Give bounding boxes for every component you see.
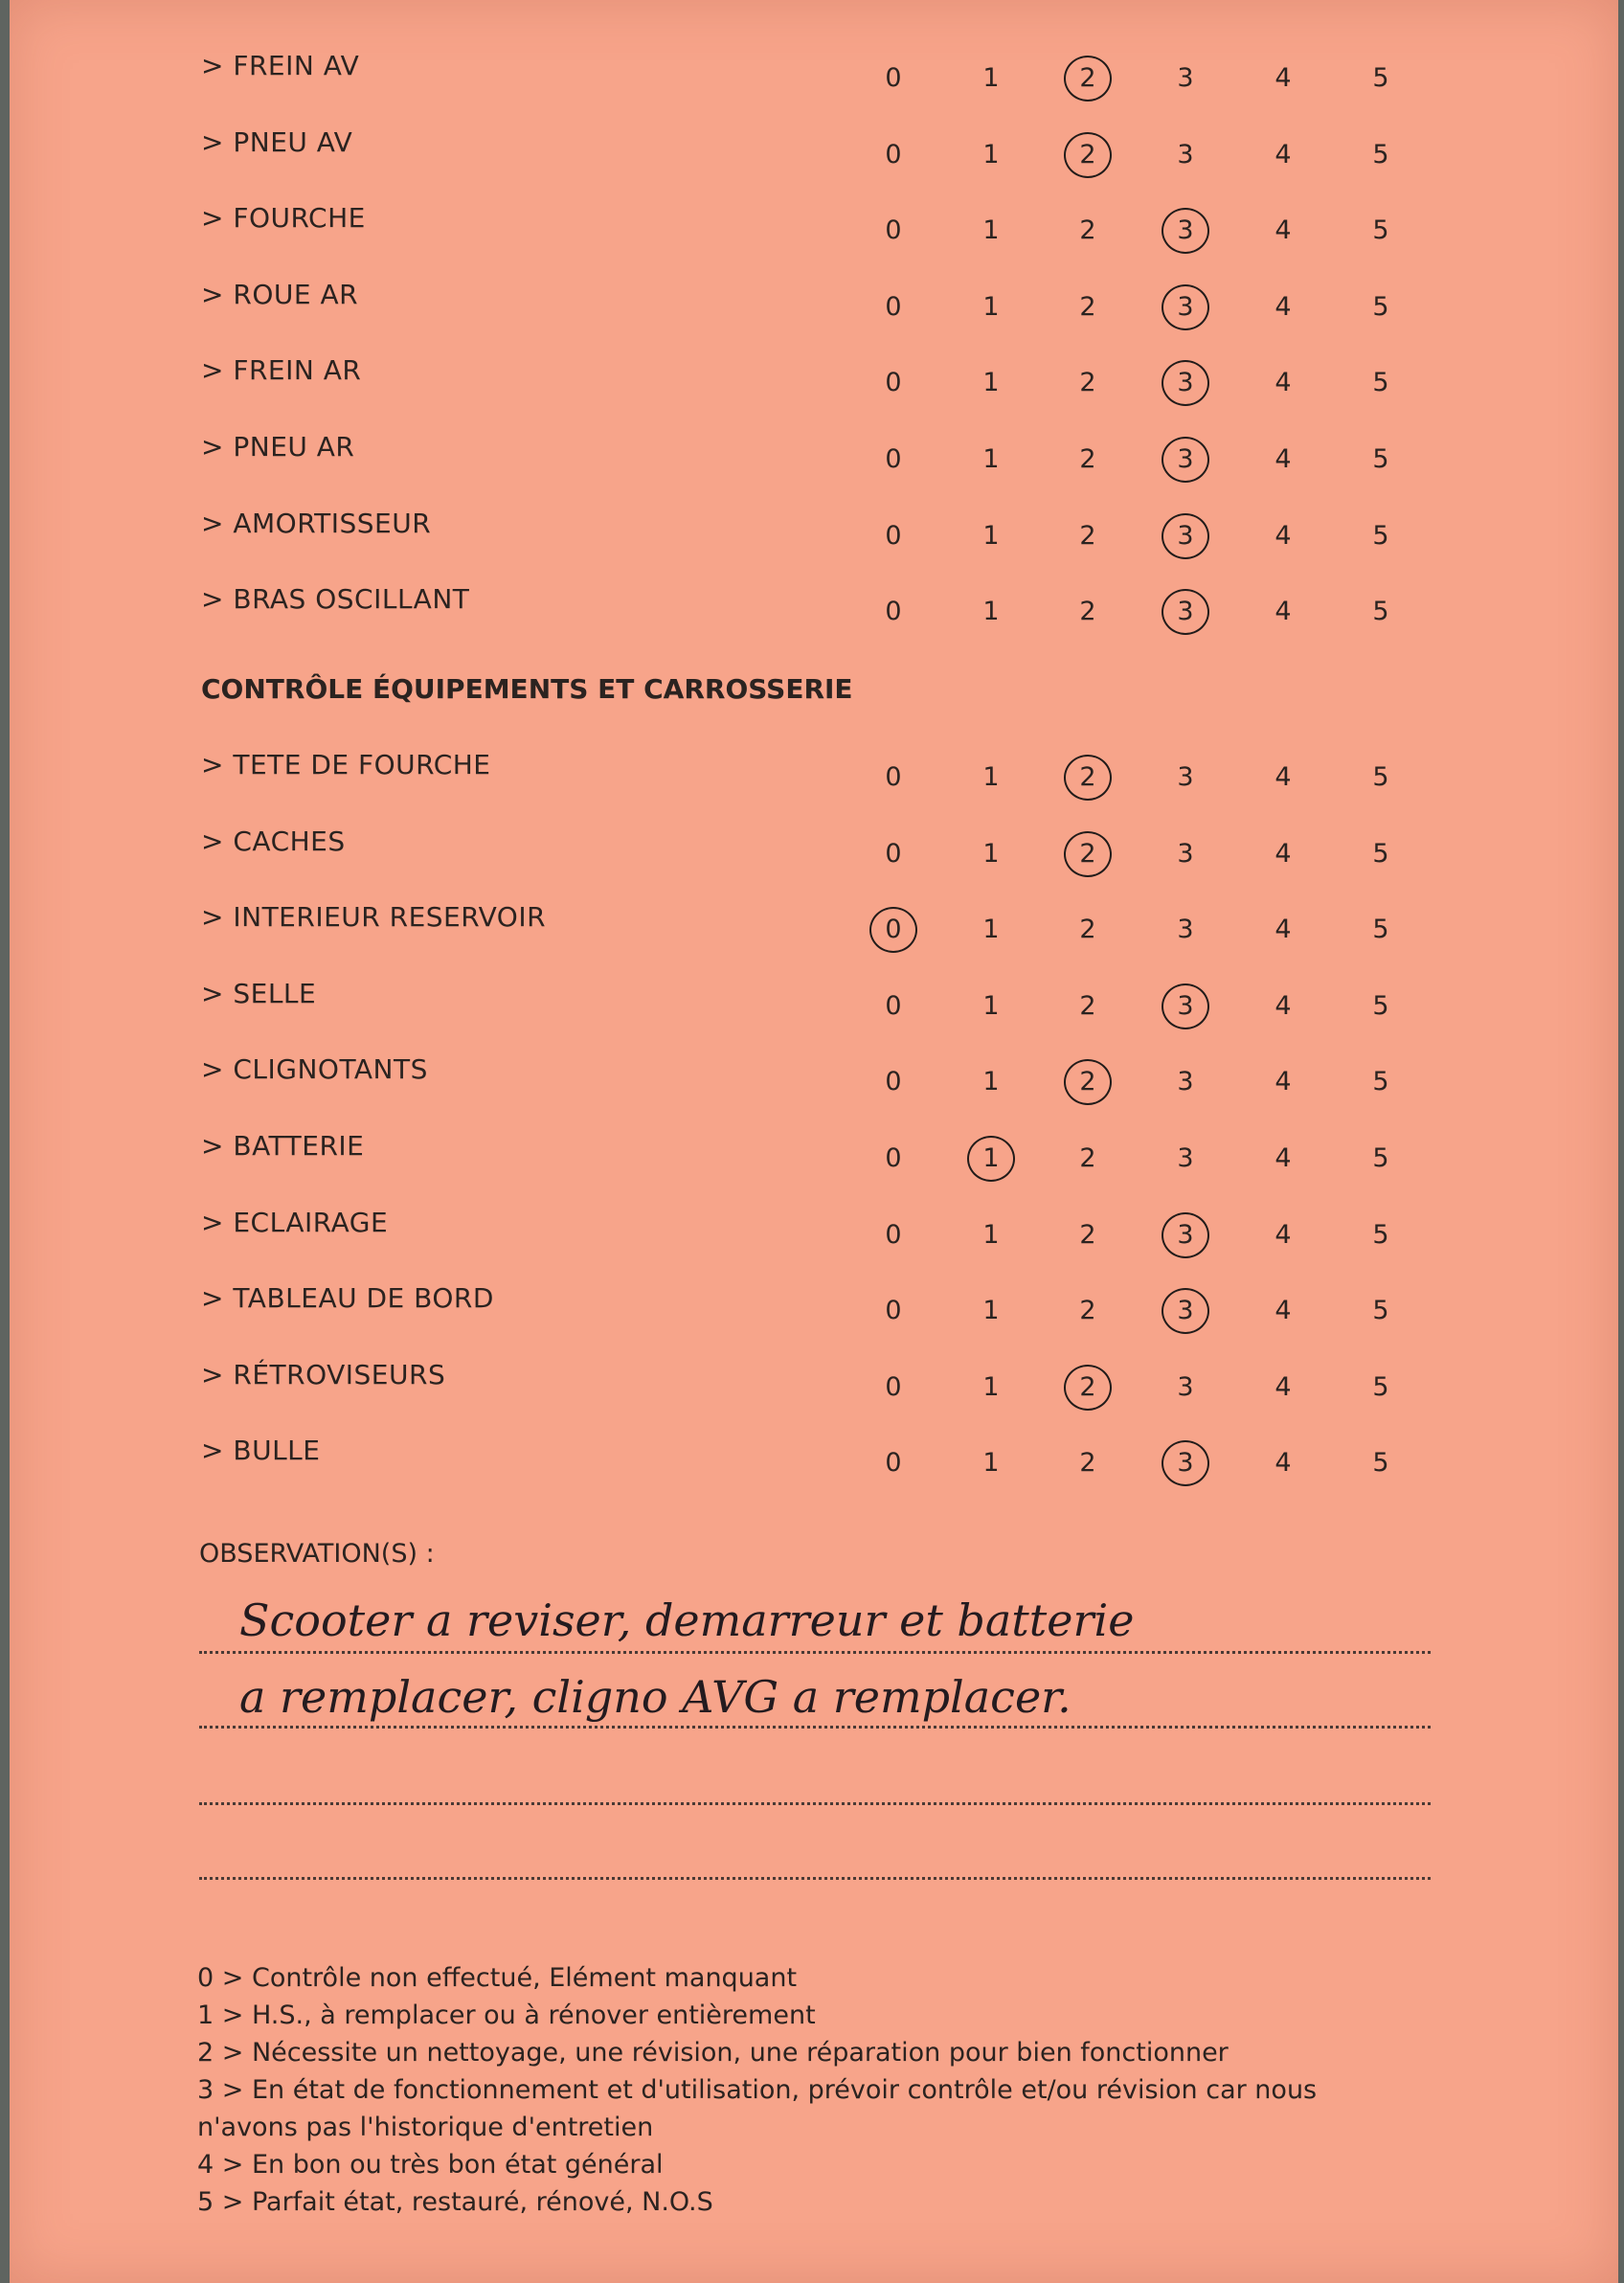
score-option: 5 bbox=[1372, 762, 1389, 792]
rating-row bbox=[10, 1359, 1618, 1416]
selected-score-circle bbox=[1064, 56, 1112, 102]
score-option: 5 bbox=[1372, 139, 1389, 170]
selected-score-circle bbox=[1064, 755, 1112, 801]
rating-row-label: > CACHES bbox=[201, 825, 346, 857]
rating-row-label: > SELLE bbox=[201, 977, 317, 1009]
score-option: 5 bbox=[1372, 838, 1389, 869]
selected-score-circle bbox=[1162, 360, 1209, 406]
rating-row bbox=[10, 1130, 1618, 1187]
score-option: 1 bbox=[982, 291, 1000, 322]
score-option: 5 bbox=[1372, 63, 1389, 93]
score-option: 0 bbox=[885, 597, 902, 627]
rating-row bbox=[10, 126, 1618, 184]
dotted-line bbox=[199, 1802, 1431, 1805]
score-option: 3 bbox=[1177, 1448, 1194, 1479]
score-option: 2 bbox=[1079, 368, 1096, 398]
dotted-line bbox=[199, 1726, 1431, 1729]
score-option: 5 bbox=[1372, 1219, 1389, 1250]
selected-score-circle bbox=[1162, 437, 1209, 483]
rating-row-label: > FREIN AV bbox=[201, 50, 360, 81]
score-option: 5 bbox=[1372, 1296, 1389, 1326]
selected-score-circle bbox=[1162, 1440, 1209, 1486]
rating-row bbox=[10, 749, 1618, 806]
selected-score-circle bbox=[869, 907, 917, 953]
selected-score-circle bbox=[1162, 983, 1209, 1029]
score-option: 0 bbox=[885, 1371, 902, 1402]
selected-score-circle bbox=[1162, 589, 1209, 635]
score-option: 4 bbox=[1274, 63, 1292, 93]
score-option: 1 bbox=[982, 838, 1000, 869]
score-option: 4 bbox=[1274, 368, 1292, 398]
score-option: 5 bbox=[1372, 368, 1389, 398]
score-option: 0 bbox=[885, 215, 902, 246]
score-option: 0 bbox=[885, 990, 902, 1021]
score-option: 4 bbox=[1274, 291, 1292, 322]
score-option: 1 bbox=[982, 63, 1000, 93]
rating-row-label: > INTERIEUR RESERVOIR bbox=[201, 901, 547, 934]
rating-row-label: > PNEU AR bbox=[201, 431, 355, 463]
score-option: 2 bbox=[1079, 444, 1096, 474]
score-option: 5 bbox=[1372, 215, 1389, 246]
score-option: 4 bbox=[1274, 597, 1292, 627]
score-option: 2 bbox=[1079, 1067, 1096, 1097]
rating-row bbox=[10, 901, 1618, 959]
score-option: 3 bbox=[1177, 762, 1194, 792]
score-option: 4 bbox=[1274, 1296, 1292, 1326]
score-option: 3 bbox=[1177, 444, 1194, 474]
score-option: 0 bbox=[885, 368, 902, 398]
score-option: 4 bbox=[1274, 1143, 1292, 1173]
score-option: 0 bbox=[885, 1219, 902, 1250]
score-option: 0 bbox=[885, 838, 902, 869]
score-option: 3 bbox=[1177, 1067, 1194, 1097]
score-option: 1 bbox=[982, 1219, 1000, 1250]
score-option: 2 bbox=[1079, 838, 1096, 869]
score-option: 4 bbox=[1274, 1371, 1292, 1402]
score-option: 0 bbox=[885, 63, 902, 93]
score-option: 4 bbox=[1274, 520, 1292, 551]
score-option: 1 bbox=[982, 368, 1000, 398]
score-option: 0 bbox=[885, 1143, 902, 1173]
rating-row bbox=[10, 1282, 1618, 1340]
score-option: 3 bbox=[1177, 1143, 1194, 1173]
score-option: 1 bbox=[982, 139, 1000, 170]
score-option: 0 bbox=[885, 1448, 902, 1479]
score-option: 2 bbox=[1079, 215, 1096, 246]
dotted-line bbox=[199, 1877, 1431, 1880]
rating-row bbox=[10, 1053, 1618, 1111]
score-option: 5 bbox=[1372, 1371, 1389, 1402]
score-option: 5 bbox=[1372, 915, 1389, 945]
rating-row-label: > BATTERIE bbox=[201, 1130, 365, 1162]
legend-line: 4 > En bon ou très bon état général bbox=[197, 2150, 664, 2180]
score-option: 1 bbox=[982, 215, 1000, 246]
legend-line: 2 > Nécessite un nettoyage, une révision, une réparation pour bien fonctionner bbox=[197, 2038, 1229, 2068]
score-option: 5 bbox=[1372, 1067, 1389, 1097]
legend-line: 5 > Parfait état, restauré, rénové, N.O.S bbox=[197, 2187, 713, 2217]
score-option: 3 bbox=[1177, 1219, 1194, 1250]
score-option: 2 bbox=[1079, 520, 1096, 551]
legend-line: 0 > Contrôle non effectué, Elément manquant bbox=[197, 1963, 798, 1993]
rating-row-label: > PNEU AV bbox=[201, 125, 353, 158]
score-option: 2 bbox=[1079, 291, 1096, 322]
rating-row bbox=[10, 508, 1618, 565]
score-option: 1 bbox=[982, 520, 1000, 551]
selected-score-circle bbox=[1162, 1212, 1209, 1258]
observation-line-1: Scooter a reviser, demarreur et batterie bbox=[239, 1594, 1135, 1646]
score-option: 5 bbox=[1372, 1448, 1389, 1479]
rating-row bbox=[10, 431, 1618, 488]
score-option: 1 bbox=[982, 1067, 1000, 1097]
score-option: 4 bbox=[1274, 139, 1292, 170]
score-option: 3 bbox=[1177, 990, 1194, 1021]
score-option: 3 bbox=[1177, 597, 1194, 627]
score-option: 4 bbox=[1274, 915, 1292, 945]
rating-row-label: > AMORTISSEUR bbox=[201, 507, 432, 539]
rating-row bbox=[10, 825, 1618, 883]
score-option: 2 bbox=[1079, 1371, 1096, 1402]
score-option: 0 bbox=[885, 520, 902, 551]
score-option: 5 bbox=[1372, 291, 1389, 322]
rating-row-label: > RÉTROVISEURS bbox=[201, 1358, 446, 1390]
score-option: 3 bbox=[1177, 1296, 1194, 1326]
score-option: 3 bbox=[1177, 291, 1194, 322]
score-option: 0 bbox=[885, 1296, 902, 1326]
selected-score-circle bbox=[1064, 1059, 1112, 1105]
score-option: 2 bbox=[1079, 597, 1096, 627]
selected-score-circle bbox=[1162, 208, 1209, 254]
score-option: 5 bbox=[1372, 1143, 1389, 1173]
dotted-line bbox=[199, 1651, 1431, 1654]
selected-score-circle bbox=[1064, 831, 1112, 877]
score-option: 4 bbox=[1274, 1067, 1292, 1097]
score-option: 0 bbox=[885, 915, 902, 945]
score-option: 1 bbox=[982, 990, 1000, 1021]
rating-row-label: > FREIN AR bbox=[201, 354, 362, 387]
score-option: 1 bbox=[982, 1371, 1000, 1402]
score-option: 2 bbox=[1079, 990, 1096, 1021]
score-option: 1 bbox=[982, 1448, 1000, 1479]
score-option: 0 bbox=[885, 291, 902, 322]
rating-row bbox=[10, 279, 1618, 336]
rating-row-label: > ROUE AR bbox=[201, 278, 359, 310]
score-option: 0 bbox=[885, 444, 902, 474]
score-option: 2 bbox=[1079, 63, 1096, 93]
score-option: 0 bbox=[885, 1067, 902, 1097]
observations-title: OBSERVATION(S) : bbox=[199, 1539, 435, 1569]
score-option: 2 bbox=[1079, 762, 1096, 792]
score-option: 5 bbox=[1372, 520, 1389, 551]
rating-row bbox=[10, 978, 1618, 1035]
legend-line: 1 > H.S., à remplacer ou à rénover entièrement bbox=[197, 2000, 816, 2030]
score-option: 2 bbox=[1079, 1448, 1096, 1479]
score-option: 3 bbox=[1177, 915, 1194, 945]
selected-score-circle bbox=[1064, 1365, 1112, 1411]
score-option: 2 bbox=[1079, 1219, 1096, 1250]
score-option: 5 bbox=[1372, 597, 1389, 627]
score-option: 1 bbox=[982, 915, 1000, 945]
score-option: 3 bbox=[1177, 63, 1194, 93]
score-option: 2 bbox=[1079, 1296, 1096, 1326]
rating-row-label: > BRAS OSCILLANT bbox=[201, 583, 470, 616]
score-option: 4 bbox=[1274, 1219, 1292, 1250]
score-option: 2 bbox=[1079, 1143, 1096, 1173]
rating-row-label: > TETE DE FOURCHE bbox=[201, 749, 491, 780]
score-option: 1 bbox=[982, 1143, 1000, 1173]
rating-row-label: > FOURCHE bbox=[201, 202, 366, 235]
rating-row bbox=[10, 50, 1618, 107]
rating-row bbox=[10, 583, 1618, 641]
inspection-sheet bbox=[10, 0, 1618, 2283]
legend-line: 3 > En état de fonctionnement et d'utilisation, prévoir contrôle et/ou révision car nous bbox=[197, 2075, 1318, 2105]
score-option: 4 bbox=[1274, 990, 1292, 1021]
rating-row-label: > TABLEAU DE BORD bbox=[201, 1282, 494, 1315]
rating-row bbox=[10, 1207, 1618, 1264]
selected-score-circle bbox=[1064, 132, 1112, 178]
selected-score-circle bbox=[1162, 1288, 1209, 1334]
selected-score-circle bbox=[1162, 513, 1209, 559]
score-option: 3 bbox=[1177, 838, 1194, 869]
score-option: 5 bbox=[1372, 990, 1389, 1021]
observation-line-2: a remplacer, cligno AVG a remplacer. bbox=[239, 1671, 1071, 1723]
score-option: 0 bbox=[885, 762, 902, 792]
score-option: 0 bbox=[885, 139, 902, 170]
rating-row-label: > ECLAIRAGE bbox=[201, 1206, 389, 1238]
score-option: 1 bbox=[982, 597, 1000, 627]
score-option: 4 bbox=[1274, 1448, 1292, 1479]
score-option: 1 bbox=[982, 1296, 1000, 1326]
rating-row bbox=[10, 354, 1618, 412]
score-option: 3 bbox=[1177, 520, 1194, 551]
legend-line: n'avons pas l'historique d'entretien bbox=[197, 2113, 654, 2142]
score-option: 3 bbox=[1177, 139, 1194, 170]
score-option: 2 bbox=[1079, 139, 1096, 170]
selected-score-circle bbox=[967, 1136, 1015, 1182]
rating-row bbox=[10, 202, 1618, 260]
score-option: 3 bbox=[1177, 368, 1194, 398]
score-option: 1 bbox=[982, 444, 1000, 474]
score-option: 4 bbox=[1274, 838, 1292, 869]
score-option: 3 bbox=[1177, 215, 1194, 246]
rating-row-label: > CLIGNOTANTS bbox=[201, 1053, 428, 1086]
score-option: 5 bbox=[1372, 444, 1389, 474]
rating-row-label: > BULLE bbox=[201, 1435, 321, 1467]
score-option: 1 bbox=[982, 762, 1000, 792]
score-option: 4 bbox=[1274, 215, 1292, 246]
score-option: 4 bbox=[1274, 444, 1292, 474]
score-option: 3 bbox=[1177, 1371, 1194, 1402]
section-title: CONTRÔLE ÉQUIPEMENTS ET CARROSSERIE bbox=[201, 673, 853, 705]
score-option: 4 bbox=[1274, 762, 1292, 792]
rating-row bbox=[10, 1435, 1618, 1492]
selected-score-circle bbox=[1162, 284, 1209, 330]
score-option: 2 bbox=[1079, 915, 1096, 945]
